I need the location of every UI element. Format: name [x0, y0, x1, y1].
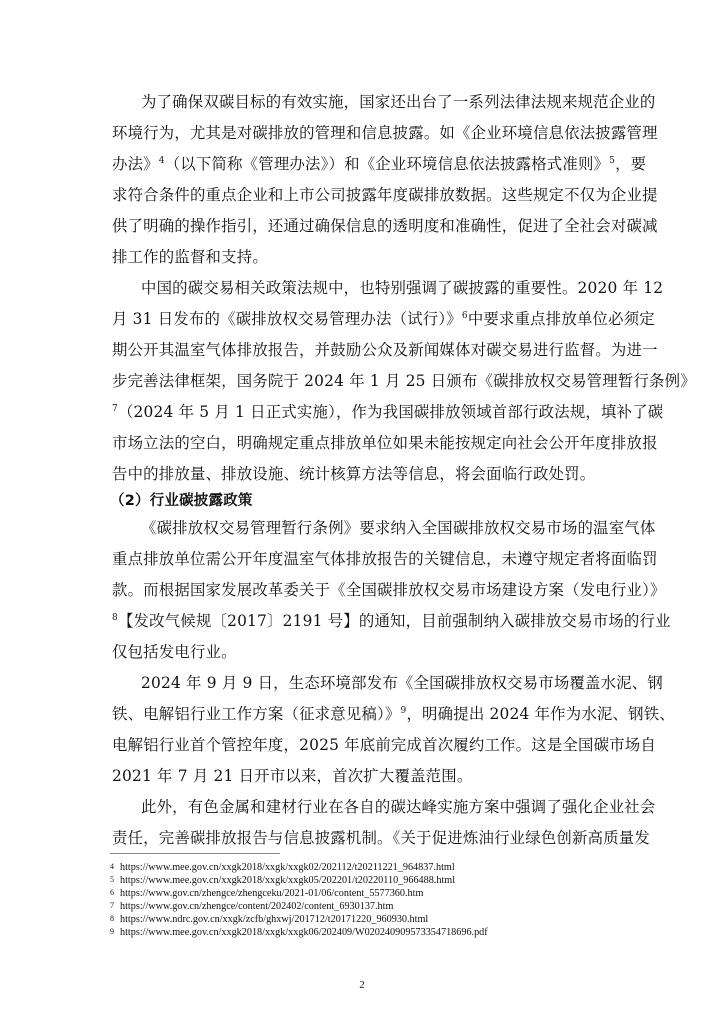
text-segment: 办法》	[112, 155, 159, 173]
body-text-line: 2021 年 7 月 21 日开市以来，首次扩大覆盖范围。	[112, 767, 473, 785]
body-text-line: 排工作的监督和支持。	[112, 248, 268, 266]
footnote-link[interactable]: https://www.ndrc.gov.cn/xxgk/zcfb/ghxwj/201712/t20171220_960930.html	[120, 914, 429, 925]
footnote-number: 8	[110, 914, 114, 923]
body-text-line	[112, 704, 675, 724]
section-heading: （2）行业碳披露政策	[110, 493, 253, 509]
footnote-link[interactable]: https://www.gov.cn/zhengce/content/202402/content_6930137.htm	[120, 901, 394, 912]
footnote-number: 7	[110, 901, 114, 910]
footnote[interactable]	[110, 887, 423, 900]
body-text-line: 电解铝行业首个管控年度，2025 年底前完成首次履约工作。这是全国碳市场自	[112, 736, 656, 754]
body-text-line: 告中的排放量、排放设施、统计核算方法等信息，将会面临行政处罚。	[112, 465, 596, 483]
body-text-line: 期公开其温室气体排放报告，并鼓励公众及新闻媒体对碳交易进行监督。为进一	[112, 341, 658, 359]
footnote-ref[interactable]: 9	[400, 705, 407, 716]
footnote-link[interactable]: https://www.mee.gov.cn/xxgk2018/xxgk/xxgk05/202201/t20220110_966488.html	[120, 875, 456, 886]
body-text-line: 步完善法律框架，国务院于 2024 年 1 月 25 日颁布《碳排放权交易管理暂行条例》	[112, 372, 696, 390]
footnote[interactable]	[110, 913, 428, 926]
body-text-line: 为了确保双碳目标的有效实施，国家还出台了一系列法律法规来规范企业的	[141, 93, 656, 111]
body-text-line	[112, 154, 646, 174]
text-segment: 【发改气候规〔2017〕2191 号】的通知，目前强制纳入碳排放交易市场的行业	[117, 612, 671, 630]
text-segment: （以下简称《管理办法》）和《企业环境信息依法披露格式准则》	[164, 155, 610, 173]
body-text-line: 此外，有色金属和建材行业在各自的碳达峰实施方案中强调了强化企业社会	[141, 798, 656, 816]
body-text-line: 市场立法的空白，明确规定重点排放单位如果未能按规定向社会公开年度排放报	[112, 434, 658, 452]
footnote-ref[interactable]: 8	[112, 612, 118, 623]
body-text-line	[112, 309, 655, 329]
footnote-ref[interactable]: 5	[609, 155, 616, 166]
footnote-ref[interactable]: 7	[112, 403, 118, 414]
body-text-line: 2024 年 9 月 9 日，生态环境部发布《全国碳排放权交易市场覆盖水泥、钢	[141, 674, 663, 692]
body-text-line	[112, 402, 663, 422]
footnote-number: 4	[110, 862, 114, 871]
body-text-line: 款。而根据国家发展改革委关于《全国碳排放权交易市场建设方案（发电行业）》	[112, 581, 666, 599]
body-text-line: 仅包括发电行业。	[112, 643, 237, 661]
footnote-ref[interactable]: 6	[461, 310, 468, 321]
text-segment: 月 31 日发布的《碳排放权交易管理办法（试行）》	[112, 310, 462, 328]
footnote-link[interactable]: https://www.mee.gov.cn/xxgk2018/xxgk/xxgk06/202409/W020240909573354718696.pdf	[120, 927, 488, 938]
footnote-number: 6	[110, 888, 114, 897]
footnote-number: 9	[110, 927, 114, 936]
body-text-line: 责任，完善碳排放报告与信息披露机制。《关于促进炼油行业绿色创新高质量发	[112, 829, 650, 847]
footnote[interactable]	[110, 900, 393, 913]
text-segment: ，要	[615, 155, 647, 173]
body-text-line: 中国的碳交易相关政策法规中，也特别强调了碳披露的重要性。2020 年 12	[141, 279, 664, 297]
text-segment: ，明确提出 2024 年作为水泥、钢铁、	[406, 705, 675, 723]
footnote-number: 5	[110, 875, 114, 884]
page-number: 2	[359, 979, 365, 991]
footnote-link[interactable]: https://www.mee.gov.cn/xxgk2018/xxgk/xxgk02/202112/t20211221_964837.html	[120, 862, 455, 873]
footnote[interactable]	[110, 926, 488, 939]
footnote[interactable]	[110, 874, 455, 887]
footnote-ref[interactable]: 4	[158, 155, 165, 166]
text-segment: 铁、电解铝行业工作方案（征求意见稿）》	[112, 705, 401, 723]
body-text-line: 求符合条件的重点企业和上市公司披露年度碳排放数据。这些规定不仅为企业提	[112, 186, 658, 204]
body-text-line	[112, 611, 671, 631]
body-text-line: 重点排放单位需公开年度温室气体排放报告的关键信息，未遵守规定者将面临罚	[112, 550, 658, 568]
body-text-line: 供了明确的操作指引，还通过确保信息的透明度和准确性，促进了全社会对碳减	[112, 217, 658, 235]
text-segment: 中要求重点排放单位必须定	[467, 310, 655, 328]
body-text-line: 《碳排放权交易管理暂行条例》要求纳入全国碳排放权交易市场的温室气体	[141, 519, 656, 537]
footnote-link[interactable]: https://www.gov.cn/zhengce/zhengceku/2021-01/06/content_5577360.htm	[120, 888, 424, 899]
footnote-separator	[110, 853, 280, 854]
footnote[interactable]	[110, 861, 455, 874]
text-segment: （2024 年 5 月 1 日正式实施），作为我国碳排放领域首部行政法规，填补了碳	[117, 403, 664, 421]
body-text-line: 环境行为，尤其是对碳排放的管理和信息披露。如《企业环境信息依法披露管理	[112, 124, 658, 142]
